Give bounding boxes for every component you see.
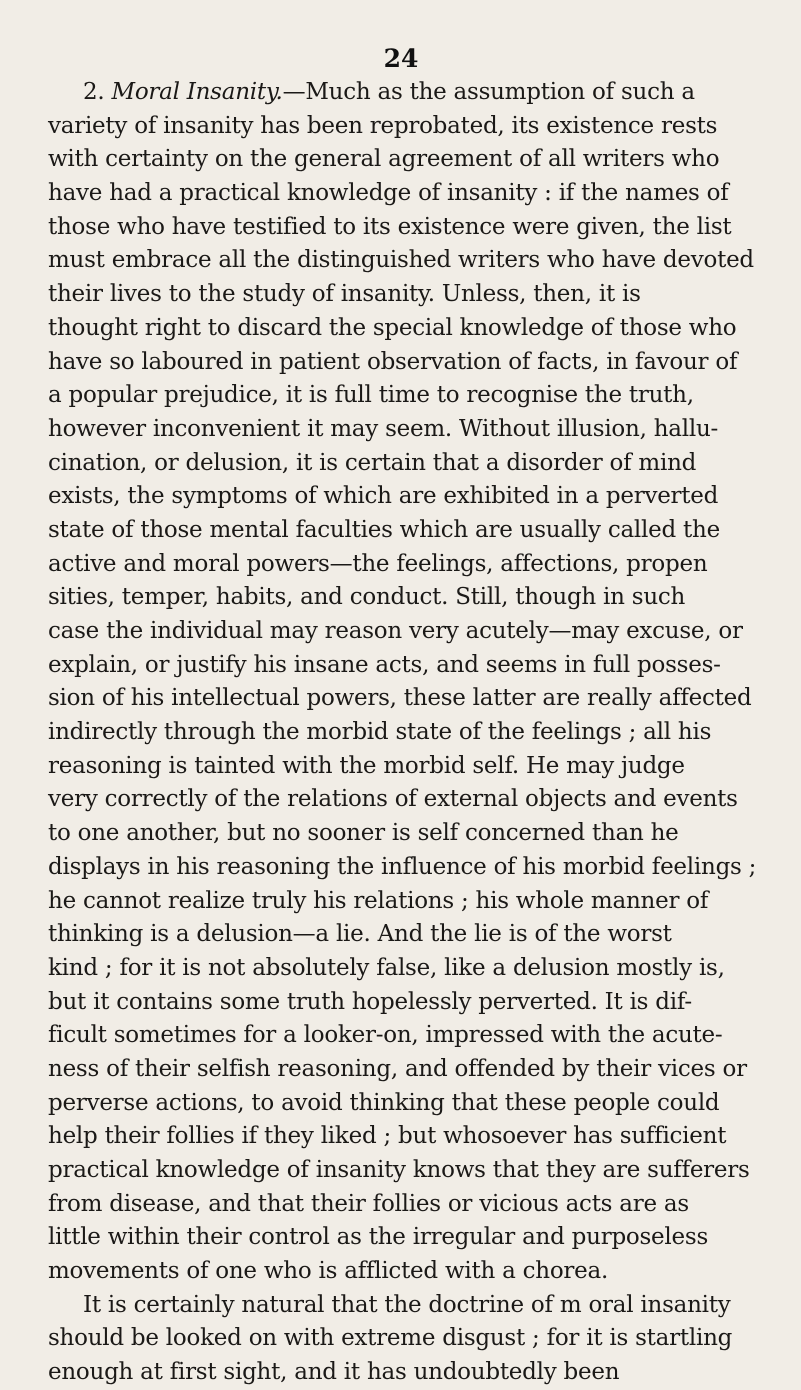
text-line: thought right to discard the special knowledge of those who [48, 314, 737, 341]
text-line: ficult sometimes for a looker-on, impressed with the acute- [48, 1022, 723, 1049]
text-line: to one another, but no sooner is self concerned than he [48, 820, 679, 847]
text-line: from disease, and that their follies or vicious acts are as [48, 1190, 689, 1217]
text-line: a popular prejudice, it is full time to recognise the truth, [48, 382, 694, 409]
text-line: very correctly of the relations of external objects and events [48, 786, 738, 813]
page-text [48, 76, 774, 1390]
text-line: practical knowledge of insanity knows that they are sufferers [48, 1157, 750, 1183]
text-line: their lives to the study of insanity. Unless, then, it is [48, 281, 641, 308]
text-line: indirectly through the morbid state of the feelings ; all his [48, 719, 712, 746]
first-line-rest: —Much as the assumption of such a [282, 79, 695, 105]
text-line: he cannot realize truly his relations ; his whole manner of [48, 887, 709, 914]
text-line: those who have testified to its existence were given, the list [48, 213, 732, 240]
text-line: must embrace all the distinguished writers who have devoted [48, 247, 754, 274]
text-line: however inconvenient it may seem. Without illusion, hallu- [48, 415, 719, 442]
text-line: active and moral powers—the feelings, affections, propen [48, 550, 708, 577]
text-line: reasoning is tainted with the morbid self. He may judge [48, 752, 685, 779]
text-line: exists, the symptoms of which are exhibited in a perverted [48, 483, 719, 510]
text-line: enough at first sight, and it has undoubtedly been [48, 1359, 620, 1386]
text-line: sities, temper, habits, and conduct. Still, though in such [48, 584, 686, 611]
text-line: perverse actions, to avoid thinking that these people could [48, 1089, 720, 1116]
text-line: state of those mental faculties which are usually called the [48, 516, 720, 543]
section-number: 2. [83, 79, 105, 105]
text-line: with certainty on the general agreement of all writers who [48, 146, 720, 173]
text-line: have so laboured in patient observation of facts, in favour of [48, 348, 738, 375]
text-line: help their follies if they liked ; but whosoever has sufficient [48, 1123, 727, 1150]
section-title: Moral Insanity. [111, 79, 283, 105]
text-line: case the individual may reason very acutely—may excuse, or [48, 618, 743, 644]
page-number: 24 [383, 44, 419, 73]
text-line: ness of their selfish reasoning, and offended by their vices or [48, 1055, 747, 1082]
text-line: little within their control as the irregular and purposeless [48, 1224, 708, 1251]
text-line: thinking is a delusion—a lie. And the lie is of the worst [48, 921, 672, 948]
text-line: kind ; for it is not absolutely false, like a delusion mostly is, [48, 954, 725, 981]
text-line: sion of his intellectual powers, these latter are really affected [48, 685, 752, 712]
text-line: but it contains some truth hopelessly perverted. It is dif- [48, 988, 692, 1015]
text-line: variety of insanity has been reprobated, its existence rests [48, 112, 718, 139]
text-line: should be looked on with extreme disgust ; for it is startling [48, 1325, 733, 1352]
text-line: movements of one who is afflicted with a chorea. [48, 1258, 609, 1285]
text-line: displays in his reasoning the influence of his morbid feelings ; [48, 853, 757, 880]
section-heading-line [48, 76, 774, 110]
paragraph-start-line: It is certainly natural that the doctrine of m oral insanity [83, 1291, 731, 1318]
text-line: have had a practical knowledge of insanity : if the names of [48, 180, 729, 207]
text-line: cination, or delusion, it is certain that a disorder of mind [48, 449, 697, 476]
text-line: explain, or justify his insane acts, and seems in full posses- [48, 651, 721, 678]
